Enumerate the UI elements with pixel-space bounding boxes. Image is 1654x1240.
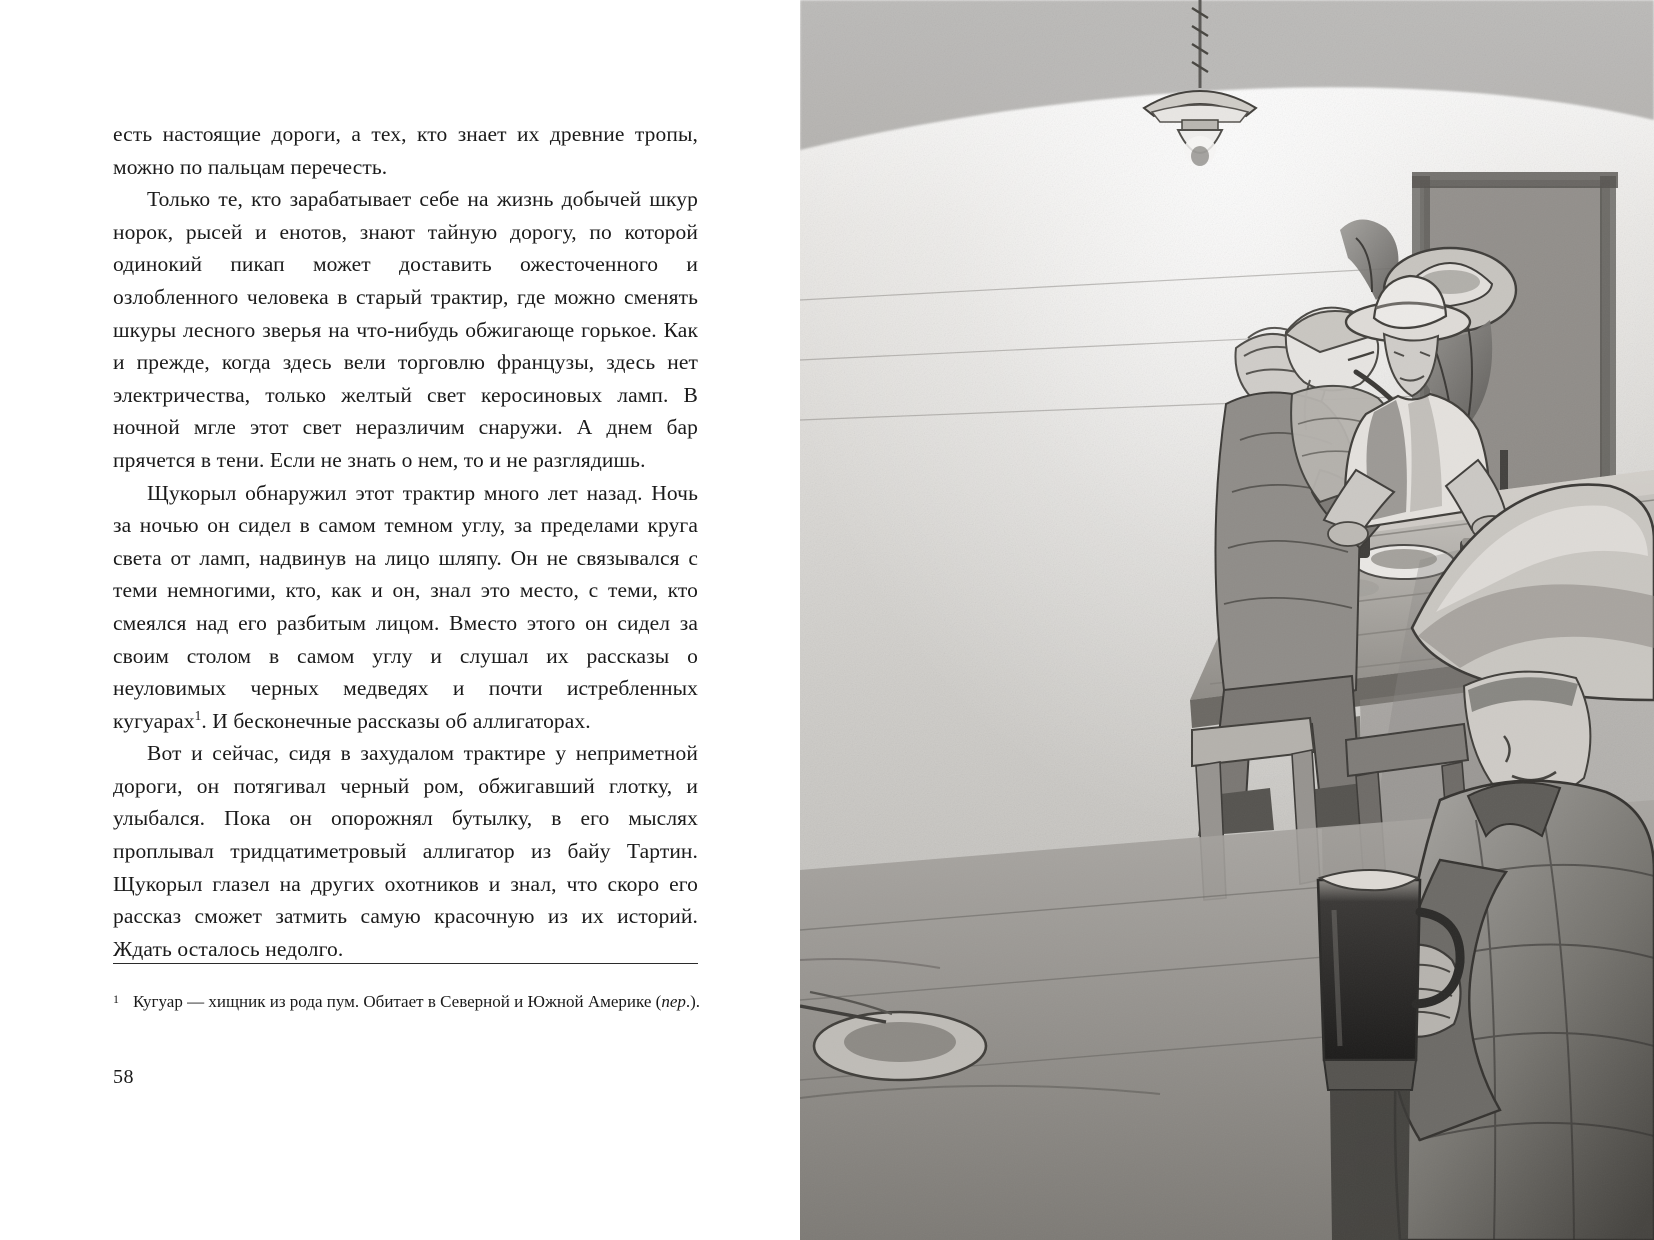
paragraph-1: есть настоящие дороги, а тех, кто знает их древние тропы, можно по пальцам перечесть.: [113, 122, 698, 179]
left-text-page: [0, 0, 800, 1240]
footnote-reference-marker[interactable]: 1: [194, 707, 202, 723]
footnote-text: [133, 988, 713, 1015]
footnote-text-italic: пер: [661, 992, 686, 1011]
footnote-text-part-2: .).: [685, 992, 701, 1011]
tavern-scene-illustration: [800, 0, 1654, 1240]
body-text-block: [113, 118, 698, 965]
footnote-text-part-1: Кугуар — хищник из рода пум. Обитает в Северной и Южной Америке (: [133, 992, 662, 1011]
paragraph-2: Только те, кто зарабатывает себе на жизнь добычей шкур норок, рысей и енотов, знают тайную дорогу, по которой одинокий пикап может доставить ожесточенного и озлобленного человека в старый трактир, где можно сменять шкуры лесного зверья на что-нибудь обжигающе горькое. Как и прежде, когда здесь вели торговлю французы, здесь нет электричества, только желтый свет керосиновых ламп. В ночной мгле этот свет неразличим снаружи. А днем бар прячется в тени. Если не знать о нем, то и не разглядишь.: [113, 187, 698, 472]
paragraph-3-tail: . И бесконечные рассказы об аллигаторах.: [201, 708, 591, 733]
footnote: [113, 988, 713, 1015]
right-illustration-page: [800, 0, 1654, 1240]
footnote-number: 1: [113, 992, 119, 1006]
footnote-divider: [113, 963, 698, 964]
page-number: 58: [113, 1066, 134, 1088]
paragraph-3: [113, 477, 698, 738]
paragraph-3-main: Щукорыл обнаружил этот трактир много лет назад. Ночь за ночью он сидел в самом темном углу, за пределами круга света от ламп, надвинув на лицо шляпу. Он не связывался с теми немногими, кто, как и он, знал это место, с теми, кто смеялся над его разбитым лицом. Вместо этого он сидел за своим столом в самом углу и слушал их рассказы о неуловимых черных медведях и почти истребленных кугуарах: [113, 480, 698, 733]
paragraph-4: Вот и сейчас, сидя в захудалом трактире у неприметной дороги, он потягивал черный ром, обжигавший глотку, и улыбался. Пока он опорожнял бутылку, в его мыслях проплывал тридцатиметровый аллигатор из байу Тартин. Щукорыл глазел на других охотников и знал, что скоро его рассказ сможет затмить самую красочную из их историй. Ждать осталось недолго.: [113, 741, 698, 961]
